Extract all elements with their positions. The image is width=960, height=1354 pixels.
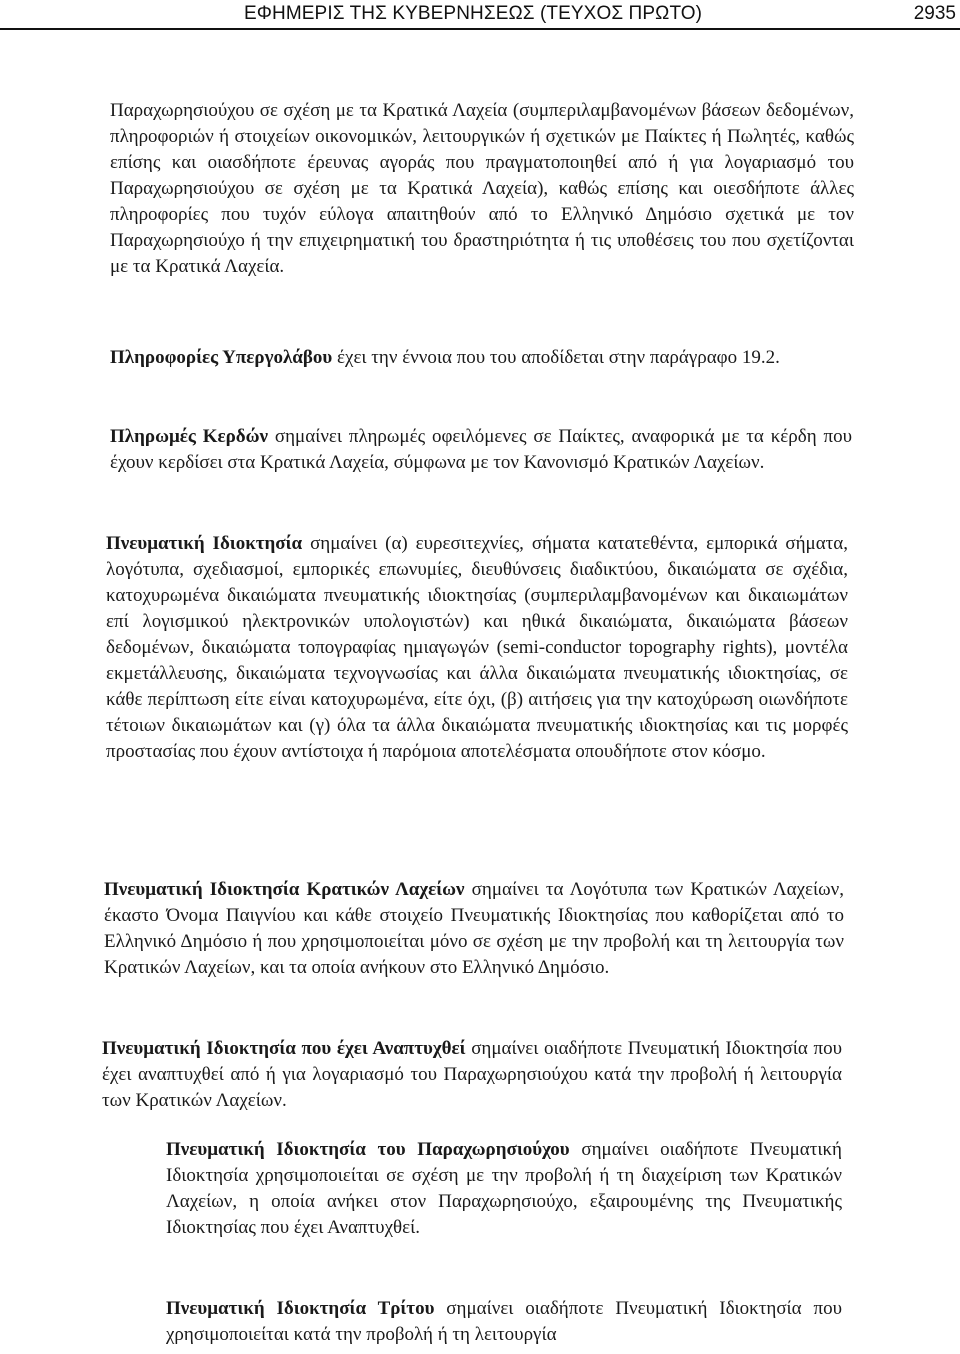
definition-text: σημαίνει οιαδήποτε Πνευματική Ιδιοκτησία χρησιμοποιείται σε σχέση με την προβολή ή τη διαχείριση των Κρατικών Λαχείων, η οποία ανήκει στον Παραχωρησιούχο, εξαιρουμένης της Πνευματικής Ιδιοκτησίας που έχει Αναπτυχθεί. [166, 1139, 842, 1238]
definition-developed-ip [102, 1036, 842, 1114]
definition-text: σημαίνει τα Λογότυπα των Κρατικών Λαχείων, έκαστο Όνομα Παιγνίου και κάθε στοιχείο Πνευματικής Ιδιοκτησίας που καθορίζεται από το Ελληνικό Δημόσιο ή που χρησιμοποιείται μόνο σε σχέση με την προβολή και τη λειτουργία των Κρατικών Λαχείων, και τα οποία ανήκουν στο Ελληνικό Δημόσιο. [104, 879, 844, 978]
definition-intellectual-property [106, 531, 848, 765]
definition-term: Πνευματική Ιδιοκτησία Κρατικών Λαχείων [104, 879, 465, 900]
definition-term: Πληρωμές Κερδών [110, 426, 269, 447]
page-number: 2935 [913, 3, 956, 24]
definition-state-lotteries-ip [104, 877, 844, 981]
definition-text: σημαίνει (α) ευρεσιτεχνίες, σήματα κατατεθέντα, εμπορικά σήματα, λογότυπα, σχεδιασμοί, εμπορικές επωνυμίες, διευθύνσεις διαδικτύου, δικαιώματα σε σχέδια, κατοχυρωμένα δικαιώματα πνευματικής ιδιοκτησίας (συμπεριλαμβανομένων και δικαιωμάτων επί λογισμικού ηλεκτρονικών υπολογιστών) και ηθικά δικαιώματα, δικαιώματα βάσεων δεδομένων, δικαιώματα τοπογραφίας ημιαγωγών (semi-conductor topography rights), μοντέλα εκμετάλλευσης, δικαιώματα τεχνογνωσίας και άλλα δικαιώματα πνευματικής ιδιοκτησίας, σε κάθε περίπτωση είτε είναι κατοχυρωμένα, είτε όχι, (β) αιτήσεις για την κατοχύρωση οιωνδήποτε τέτοιων δικαιωμάτων και (γ) όλα τα άλλα δικαιώματα πνευματικής ιδιοκτησίας και τις μορφές προστασίας που έχουν αντίστοιχα ή παρόμοια αποτελέσματα οπουδήποτε στον κόσμο. [106, 533, 848, 762]
definition-term: Πνευματική Ιδιοκτησία [106, 533, 303, 554]
definition-text: Παραχωρησιούχου σε σχέση με τα Κρατικά Λαχεία (συμπεριλαμβανομένων βάσεων δεδομένων, πληροφοριών ή στοιχείων οικονομικών, λειτουργικών ή σχετικών με Παίκτες ή Πωλητές, καθώς επίσης και οιασδήποτε έρευνας αγοράς που πραγματοποιηθεί από ή για λογαριασμό του Παραχωρησιούχου σε σχέση με τα Κρατικά Λαχεία), καθώς επίσης και οιεσδήποτε άλλες πληροφορίες που τυχόν εύλογα απαιτηθούν από το Ελληνικό Δημόσιο σχετικά με τον Παραχωρησιούχο ή την επιχειρηματική του δραστηριότητα ή τις υποθέσεις του που σχετίζονται με τα Κρατικά Λαχεία. [110, 100, 854, 277]
definition-text: σημαίνει οιαδήποτε Πνευματική Ιδιοκτησία που έχει αναπτυχθεί από ή για λογαριασμό του Παραχωρησιούχου κατά την προβολή ή λειτουργία των Κρατικών Λαχείων. [102, 1038, 843, 1111]
definition-third-party-ip [166, 1296, 842, 1348]
definition-term: Πνευματική Ιδιοκτησία του Παραχωρησιούχου [166, 1139, 570, 1160]
definition-term: Πληροφορίες Υπεργολάβου [110, 347, 333, 368]
gazette-header-title: ΕΦΗΜΕΡΙΣ ΤΗΣ ΚΥΒΕΡΝΗΣΕΩΣ (ΤΕΥΧΟΣ ΠΡΩΤΟ) [244, 3, 703, 24]
definition-prize-payments [110, 424, 852, 476]
definition-text: σημαίνει πληρωμές οφειλόμενες σε Παίκτες, αναφορικά με τα κέρδη που έχουν κερδίσει στα Κρατικά Λαχεία, σύμφωνα με τον Κανονισμό Κρατικών Λαχείων. [110, 426, 852, 473]
definition-term: Πνευματική Ιδιοκτησία Τρίτου [166, 1298, 435, 1319]
definition-concessionaire-ip [166, 1137, 842, 1241]
definition-text: έχει την έννοια που του αποδίδεται στην παράγραφο 19.2. [332, 347, 780, 368]
definition-term: Πνευματική Ιδιοκτησία που έχει Αναπτυχθεί [102, 1038, 466, 1059]
page-header [0, 0, 960, 30]
definition-text: σημαίνει οιαδήποτε Πνευματική Ιδιοκτησία που χρησιμοποιείται κατά την προβολή ή τη λειτουργία [166, 1298, 842, 1345]
definition-paragraph-continued [110, 98, 854, 280]
definition-subcontractor-information [110, 345, 852, 371]
